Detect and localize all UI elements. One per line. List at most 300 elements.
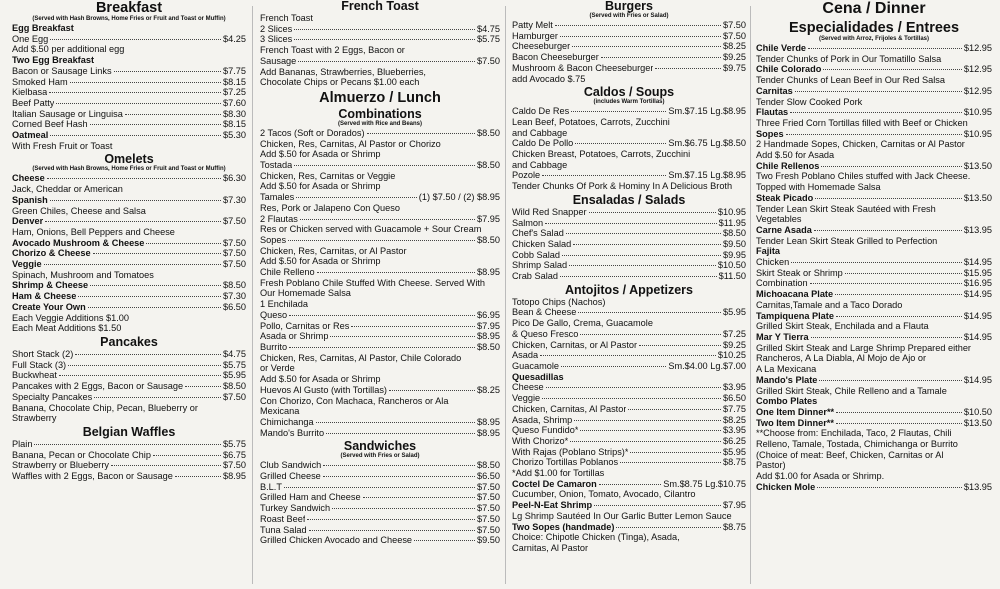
menu-item-name: Caldo De Pollo xyxy=(512,138,574,149)
menu-description: Grilled Skirt Steak, Enchilada and a Flauta xyxy=(756,321,929,332)
menu-item xyxy=(512,340,746,351)
dot-leader xyxy=(111,465,221,466)
menu-item-name: Pozole xyxy=(512,170,541,181)
menu-item-name: Mushroom & Bacon Cheeseburger xyxy=(512,62,654,73)
menu-item-name: Asada xyxy=(512,350,539,361)
dot-leader xyxy=(786,134,962,135)
dot-leader xyxy=(289,347,475,348)
menu-item xyxy=(260,128,500,139)
dot-leader xyxy=(630,452,721,453)
menu-item-price: $7.95 xyxy=(477,213,500,224)
menu-item-name: Cobb Salad xyxy=(512,249,561,260)
menu-column-3 xyxy=(508,0,750,589)
menu-item-price: $6.75 xyxy=(223,449,246,460)
menu-item-price: $10.50 xyxy=(717,260,746,271)
menu-description: 2 Handmade Sopes, Chicken, Carnitas or Al Pastor xyxy=(756,139,965,150)
menu-item xyxy=(756,257,992,268)
dot-leader xyxy=(296,197,417,198)
menu-item-name: Guacamole xyxy=(512,360,559,371)
menu-item-price: $8.95 xyxy=(477,267,500,278)
dot-leader xyxy=(78,296,221,297)
menu-item xyxy=(260,503,500,514)
menu-item-price: $7.25 xyxy=(723,328,746,339)
menu-description: Vegetables xyxy=(756,214,802,225)
menu-item-price: $5.30 xyxy=(223,130,246,141)
menu-item xyxy=(260,525,500,536)
dot-leader xyxy=(815,198,962,199)
menu-description: Our Homemade Salsa xyxy=(260,288,351,299)
menu-item-name: Beef Patty xyxy=(12,97,55,108)
section-title: Ensaladas / Salads xyxy=(572,192,686,207)
dot-leader xyxy=(594,505,721,506)
menu-item-price: $9.50 xyxy=(723,238,746,249)
dot-leader xyxy=(298,61,475,62)
dot-leader xyxy=(94,397,221,398)
menu-description: Two Fresh Poblano Chiles stuffed with Jack Cheese. xyxy=(756,171,971,182)
menu-item xyxy=(756,107,992,118)
menu-description: Topped with Homemade Salsa xyxy=(756,182,881,193)
section-title: Breakfast xyxy=(95,0,163,16)
section-title: Omelets xyxy=(104,152,154,167)
menu-item-name: Crab Salad xyxy=(512,271,558,282)
menu-item xyxy=(512,170,746,181)
menu-item-price: $12.95 xyxy=(963,43,992,53)
menu-item xyxy=(512,361,746,372)
menu-item xyxy=(260,471,500,482)
menu-item-name: Chicken xyxy=(756,257,790,268)
menu-item-name: Shrimp & Cheese xyxy=(12,280,89,291)
menu-description: Tender Chunks of Lean Beef in Our Red Salsa xyxy=(756,75,945,86)
menu-item xyxy=(512,207,746,218)
menu-description: Mexicana xyxy=(260,406,300,417)
menu-item-price: $7.30 xyxy=(223,291,246,302)
menu-item-name: Turkey Sandwich xyxy=(260,503,331,514)
menu-item-name: Avocado Mushroom & Cheese xyxy=(12,237,145,248)
menu-item-name: Roast Beef xyxy=(260,513,306,524)
menu-item xyxy=(260,460,500,471)
menu-description: Pastor) xyxy=(756,460,786,471)
menu-description: Tender Chunks of Pork in Our Tomatillo Salsa xyxy=(756,53,942,64)
menu-item-name: Chicken Mole xyxy=(756,481,816,492)
menu-item-name: Hamburger xyxy=(512,30,558,41)
menu-item-name: Chicken, Carnitas, or Al Pastor xyxy=(512,339,638,350)
menu-item-price: $7.50 xyxy=(223,216,246,227)
section-title: Burgers xyxy=(605,0,653,13)
column-divider xyxy=(505,6,506,584)
menu-item xyxy=(756,375,992,386)
dot-leader xyxy=(316,422,475,423)
menu-item-name: Tuna Salad xyxy=(260,524,307,535)
menu-item xyxy=(12,360,246,371)
dot-leader xyxy=(294,29,475,30)
menu-item xyxy=(260,331,500,342)
menu-item-name: With Rajas (Poblano Strips)* xyxy=(512,446,629,457)
menu-item-price: $7.50 xyxy=(477,492,500,503)
menu-item-name: Chile Relleno xyxy=(260,267,315,278)
menu-item xyxy=(512,228,746,239)
menu-item-name: Asada or Shrimp xyxy=(260,331,329,342)
menu-item xyxy=(512,218,746,229)
menu-description: Grilled Skirt Steak and Large Shrimp Prepared either xyxy=(756,342,971,353)
menu-item-name: One Item Dinner** xyxy=(756,406,835,417)
menu-item xyxy=(12,460,246,471)
menu-item-price: Sm.$7.15 Lg.$8.95 xyxy=(668,106,746,117)
menu-item-price: $14.95 xyxy=(963,374,992,385)
menu-item xyxy=(512,382,746,393)
menu-item-price: Sm.$7.15 Lg.$8.95 xyxy=(668,170,746,181)
menu-item-price: $7.60 xyxy=(223,97,246,108)
dot-leader xyxy=(566,233,721,234)
menu-item-price: $13.95 xyxy=(963,481,992,492)
menu-item xyxy=(756,268,992,279)
menu-item-name: Two Sopes (handmade) xyxy=(512,521,615,532)
dot-leader xyxy=(589,212,716,213)
dot-leader xyxy=(70,82,221,83)
menu-description: Pico De Gallo, Crema, Guacamole xyxy=(512,318,653,329)
menu-item xyxy=(12,77,246,88)
menu-item xyxy=(260,514,500,525)
menu-description: Add $1.00 for Asada or Shrimp. xyxy=(756,471,885,482)
menu-description: **Choose from: Enchilada, Taco, 2 Flautas, Chili xyxy=(756,428,952,439)
menu-item xyxy=(12,216,246,227)
menu-item-name: Flautas xyxy=(756,107,789,118)
menu-item-price: $7.50 xyxy=(223,460,246,471)
menu-item xyxy=(512,329,746,340)
menu-item-name: Cheeseburger xyxy=(512,41,571,52)
section-subtitle: (Served with Rice and Beans) xyxy=(337,120,423,127)
menu-item-name: Club Sandwich xyxy=(260,460,322,471)
dot-leader xyxy=(616,527,721,528)
dot-leader xyxy=(45,221,221,222)
menu-item-name: Coctel De Camaron xyxy=(512,478,597,489)
menu-item xyxy=(12,248,246,259)
menu-column-4 xyxy=(752,0,996,589)
menu-item-name: 3 Slices xyxy=(260,34,293,45)
menu-description: Cucumber, Onion, Tomato, Avocado, Cilantro xyxy=(512,489,696,500)
menu-item-price: $10.25 xyxy=(717,350,746,361)
menu-item-price: $14.95 xyxy=(963,289,992,300)
menu-item-price: $8.50 xyxy=(477,341,500,352)
menu-description: Add $.50 for Asada or Shrimp xyxy=(260,374,381,385)
menu-item-name: Bacon Cheeseburger xyxy=(512,52,599,63)
menu-item xyxy=(512,52,746,63)
dot-leader xyxy=(574,420,721,421)
menu-description: Res, Pork or Jalapeno Con Queso xyxy=(260,202,400,213)
menu-description: (Choice of meat: Beef, Chicken, Carnitas or Al xyxy=(756,449,944,460)
section-subtitle: (includes Warm Tortillas) xyxy=(593,99,665,106)
menu-item-name: Tamales xyxy=(260,192,295,203)
menu-item-name: Chef's Salad xyxy=(512,228,564,239)
menu-item-price: $7.50 xyxy=(477,55,500,66)
menu-item xyxy=(12,119,246,130)
menu-item-name: Denver xyxy=(12,216,44,227)
dot-leader xyxy=(351,326,475,327)
menu-description: and Cabbage xyxy=(512,159,568,170)
menu-description: Fresh Poblano Chile Stuffed With Cheese. Served With xyxy=(260,277,486,288)
menu-item-price: $3.95 xyxy=(723,425,746,436)
dot-leader xyxy=(814,230,962,231)
menu-item-name: Queso Fundido* xyxy=(512,425,579,436)
menu-description: Ham, Onions, Bell Peppers and Cheese xyxy=(12,226,175,237)
menu-item xyxy=(512,350,746,361)
menu-item-name: Chicken Salad xyxy=(512,238,572,249)
menu-item xyxy=(756,482,992,493)
dot-leader xyxy=(309,530,475,531)
menu-item xyxy=(756,311,992,322)
dot-leader xyxy=(185,386,221,387)
menu-item-price: $8.15 xyxy=(223,76,246,87)
menu-item-price: $8.95 xyxy=(223,471,246,482)
menu-item xyxy=(12,349,246,360)
menu-description: Add $.50 for Asada or Shrimp xyxy=(260,149,381,160)
menu-item-price: $8.50 xyxy=(723,228,746,239)
dot-leader xyxy=(562,255,721,256)
menu-item xyxy=(260,24,500,35)
dot-leader xyxy=(545,223,716,224)
dot-leader xyxy=(628,409,721,410)
menu-item-price: $6.50 xyxy=(223,301,246,312)
dot-leader xyxy=(808,48,962,49)
menu-item-price: $14.95 xyxy=(963,257,992,268)
dot-leader xyxy=(114,71,221,72)
menu-item-price: $4.75 xyxy=(223,348,246,359)
menu-description: Chicken Breast, Potatoes, Carrots, Zucchini xyxy=(512,149,691,160)
menu-item-price: $16.95 xyxy=(963,278,992,289)
dot-leader xyxy=(56,103,221,104)
section-subtitle: (Served with Hash Browns, Home Fries or Fruit and Toast or Muffin) xyxy=(32,16,226,22)
dot-leader xyxy=(88,307,221,308)
menu-description: 1 Enchilada xyxy=(260,299,309,310)
menu-item-name: Grilled Cheese xyxy=(260,471,321,482)
menu-item xyxy=(512,138,746,149)
column-divider xyxy=(252,6,253,584)
menu-description: Grilled Skirt Steak, Chile Relleno and a Tamale xyxy=(756,385,947,396)
menu-item-price: $5.75 xyxy=(477,34,500,45)
menu-item-price: $13.50 xyxy=(963,160,992,171)
dot-leader xyxy=(823,69,962,70)
menu-item-name: Corned Beef Hash xyxy=(12,119,88,130)
dot-leader xyxy=(570,441,721,442)
menu-item-price: $6.95 xyxy=(477,309,500,320)
dot-leader xyxy=(845,273,962,274)
menu-item-price: $3.95 xyxy=(723,382,746,393)
menu-column-1 xyxy=(8,0,250,589)
menu-item-price: $7.50 xyxy=(223,259,246,270)
menu-item-price: $5.75 xyxy=(223,438,246,449)
section-title: Pancakes xyxy=(100,334,158,349)
menu-item-name: Mando's Burrito xyxy=(260,427,325,438)
menu-item-name: Create Your Own xyxy=(12,301,86,312)
section-subtitle: (Served with Fries or Salad) xyxy=(340,453,420,460)
menu-item-name: Salmon xyxy=(512,217,544,228)
menu-item-price: $8.50 xyxy=(223,381,246,392)
menu-description: *Add $1.00 for Tortillas xyxy=(512,468,605,479)
menu-item-price: $8.15 xyxy=(223,119,246,130)
menu-description: Chicken, Res, Carnitas or Veggie xyxy=(260,170,396,181)
menu-item xyxy=(260,417,500,428)
dot-leader xyxy=(326,433,475,434)
menu-item xyxy=(512,20,746,31)
dot-leader xyxy=(555,25,721,26)
menu-item-name: With Chorizo* xyxy=(512,435,569,446)
dot-leader xyxy=(580,334,721,335)
menu-item xyxy=(260,310,500,321)
menu-item-name: Cheese xyxy=(12,173,45,184)
menu-description: Con Chorizo, Con Machaca, Rancheros or Ala xyxy=(260,395,449,406)
dot-leader xyxy=(284,487,475,488)
menu-item-name: Buckwheat xyxy=(12,370,57,381)
menu-item-name: Peel-N-Eat Shrimp xyxy=(512,500,593,511)
dot-leader xyxy=(90,285,221,286)
menu-item-price: $7.50 xyxy=(477,503,500,514)
dot-leader xyxy=(795,91,962,92)
menu-item xyxy=(260,342,500,353)
dot-leader xyxy=(34,444,221,445)
menu-item-name: Mar Y Tierra xyxy=(756,331,809,342)
menu-item-price: $8.25 xyxy=(723,41,746,52)
menu-item-price: $4.25 xyxy=(223,33,246,44)
menu-item-price: $7.50 xyxy=(223,248,246,259)
dot-leader xyxy=(68,365,221,366)
menu-item-price: $9.25 xyxy=(723,339,746,350)
menu-item xyxy=(260,428,500,439)
menu-description: Chocolate Chips or Pecans $1.00 each xyxy=(260,77,420,88)
menu-item-price: $8.50 xyxy=(477,460,500,471)
menu-description: Lg Shrimp Sautéed In Our Garlic Butter Lemon Sauce xyxy=(512,510,732,521)
menu-item xyxy=(756,129,992,140)
menu-item xyxy=(756,43,992,54)
section-subtitle: (Served with Arroz, Frijoles & Tortillas) xyxy=(818,36,930,42)
menu-description: A La Mexicana xyxy=(756,364,817,375)
menu-item-price: $7.50 xyxy=(477,513,500,524)
menu-item-price: $7.95 xyxy=(723,500,746,511)
menu-item-name: Specialty Pancakes xyxy=(12,391,93,402)
dot-leader xyxy=(44,264,221,265)
dot-leader xyxy=(47,178,221,179)
menu-item-price: $7.50 xyxy=(477,524,500,535)
menu-item-name: Full Stack (3) xyxy=(12,359,67,370)
menu-description: or Verde xyxy=(260,363,295,374)
menu-item-price: $8.95 xyxy=(477,331,500,342)
menu-item xyxy=(512,479,746,490)
dot-leader xyxy=(821,166,962,167)
menu-item xyxy=(12,370,246,381)
dot-leader xyxy=(599,484,661,485)
dot-leader xyxy=(300,219,475,220)
menu-item-price: $13.95 xyxy=(963,224,992,235)
menu-item-price: $6.25 xyxy=(723,435,746,446)
menu-item-price: $7.50 xyxy=(477,481,500,492)
menu-item xyxy=(512,271,746,282)
menu-description: Tender Lean Skirt Steak Grilled to Perfection xyxy=(756,235,938,246)
menu-item xyxy=(756,289,992,300)
menu-column-2 xyxy=(256,0,504,589)
menu-item xyxy=(12,392,246,403)
dot-leader xyxy=(363,497,475,498)
menu-item-price: $5.95 xyxy=(223,370,246,381)
dot-leader xyxy=(580,430,721,431)
menu-item xyxy=(512,500,746,511)
menu-item xyxy=(756,407,992,418)
menu-item xyxy=(12,238,246,249)
dot-leader xyxy=(50,135,221,136)
menu-item xyxy=(260,160,500,171)
dot-leader xyxy=(835,294,962,295)
menu-item-price: $7.50 xyxy=(723,20,746,30)
menu-item-price: $9.50 xyxy=(477,535,500,546)
dot-leader xyxy=(332,508,475,509)
dot-leader xyxy=(819,380,961,381)
menu-item-name: Spanish xyxy=(12,194,48,205)
menu-item-price: $11.95 xyxy=(718,217,746,228)
dot-leader xyxy=(560,276,717,277)
menu-description: Each Meat Additions $1.50 xyxy=(12,323,122,334)
menu-item xyxy=(260,267,500,278)
menu-item xyxy=(12,291,246,302)
section-title: French Toast xyxy=(341,0,419,13)
menu-item-name: Carne Asada xyxy=(756,224,812,235)
menu-item xyxy=(512,522,746,533)
dot-leader xyxy=(317,272,475,273)
dot-leader xyxy=(367,133,475,134)
menu-item-price: $8.75 xyxy=(723,521,746,532)
menu-item-price: $7.30 xyxy=(223,194,246,205)
menu-item-name: Chicken, Carnitas, Al Pastor xyxy=(512,403,627,414)
menu-item-name: Chile Verde xyxy=(756,43,807,53)
menu-item-name: Mando's Plate xyxy=(756,374,818,385)
dot-leader xyxy=(294,165,475,166)
menu-item xyxy=(512,307,746,318)
dot-leader xyxy=(655,68,721,69)
menu-item-name: Chile Colorado xyxy=(756,64,822,75)
menu-description: Relleno, Tamale, Tostada, Chimichanga or Burrito xyxy=(756,439,958,450)
menu-item-price: $6.50 xyxy=(477,471,500,482)
menu-item xyxy=(512,31,746,42)
menu-item-name: Short Stack (2) xyxy=(12,348,74,359)
dot-leader xyxy=(330,336,475,337)
menu-item-price: $14.95 xyxy=(963,331,992,342)
dot-leader xyxy=(836,423,962,424)
menu-item-name: Pollo, Carnitas or Res xyxy=(260,320,350,331)
menu-item-name: Combination xyxy=(756,278,808,289)
menu-item xyxy=(512,457,746,468)
menu-item-price: $12.95 xyxy=(963,64,992,75)
menu-item-name: Cheese xyxy=(512,382,544,393)
dot-leader xyxy=(414,540,475,541)
menu-item xyxy=(260,535,500,546)
dot-leader xyxy=(49,92,221,93)
menu-description: Add $.50 per additional egg xyxy=(12,44,125,55)
menu-description: Tender Lean Skirt Steak Sautéed with Fresh xyxy=(756,203,936,214)
section-subtitle: (Served with Hash Browns, Home Fries or Fruit and Toast or Muffin) xyxy=(32,166,226,173)
dot-leader xyxy=(90,124,221,125)
menu-item-price: $8.25 xyxy=(477,384,500,395)
menu-item xyxy=(512,63,746,74)
dot-leader xyxy=(389,390,475,391)
dot-leader xyxy=(575,143,666,144)
menu-item xyxy=(260,385,500,396)
menu-item-price: Sm.$6.75 Lg.$8.50 xyxy=(668,138,746,149)
menu-item-price: $7.75 xyxy=(223,65,246,76)
menu-item-name: Sausage xyxy=(260,55,297,66)
dot-leader xyxy=(323,476,475,477)
menu-item-name: Chorizo & Cheese xyxy=(12,248,91,259)
dot-leader xyxy=(790,112,962,113)
menu-item-name: Skirt Steak or Shrimp xyxy=(756,267,843,278)
menu-item xyxy=(12,302,246,313)
menu-item-price: $6.30 xyxy=(223,173,246,184)
dot-leader xyxy=(542,175,666,176)
